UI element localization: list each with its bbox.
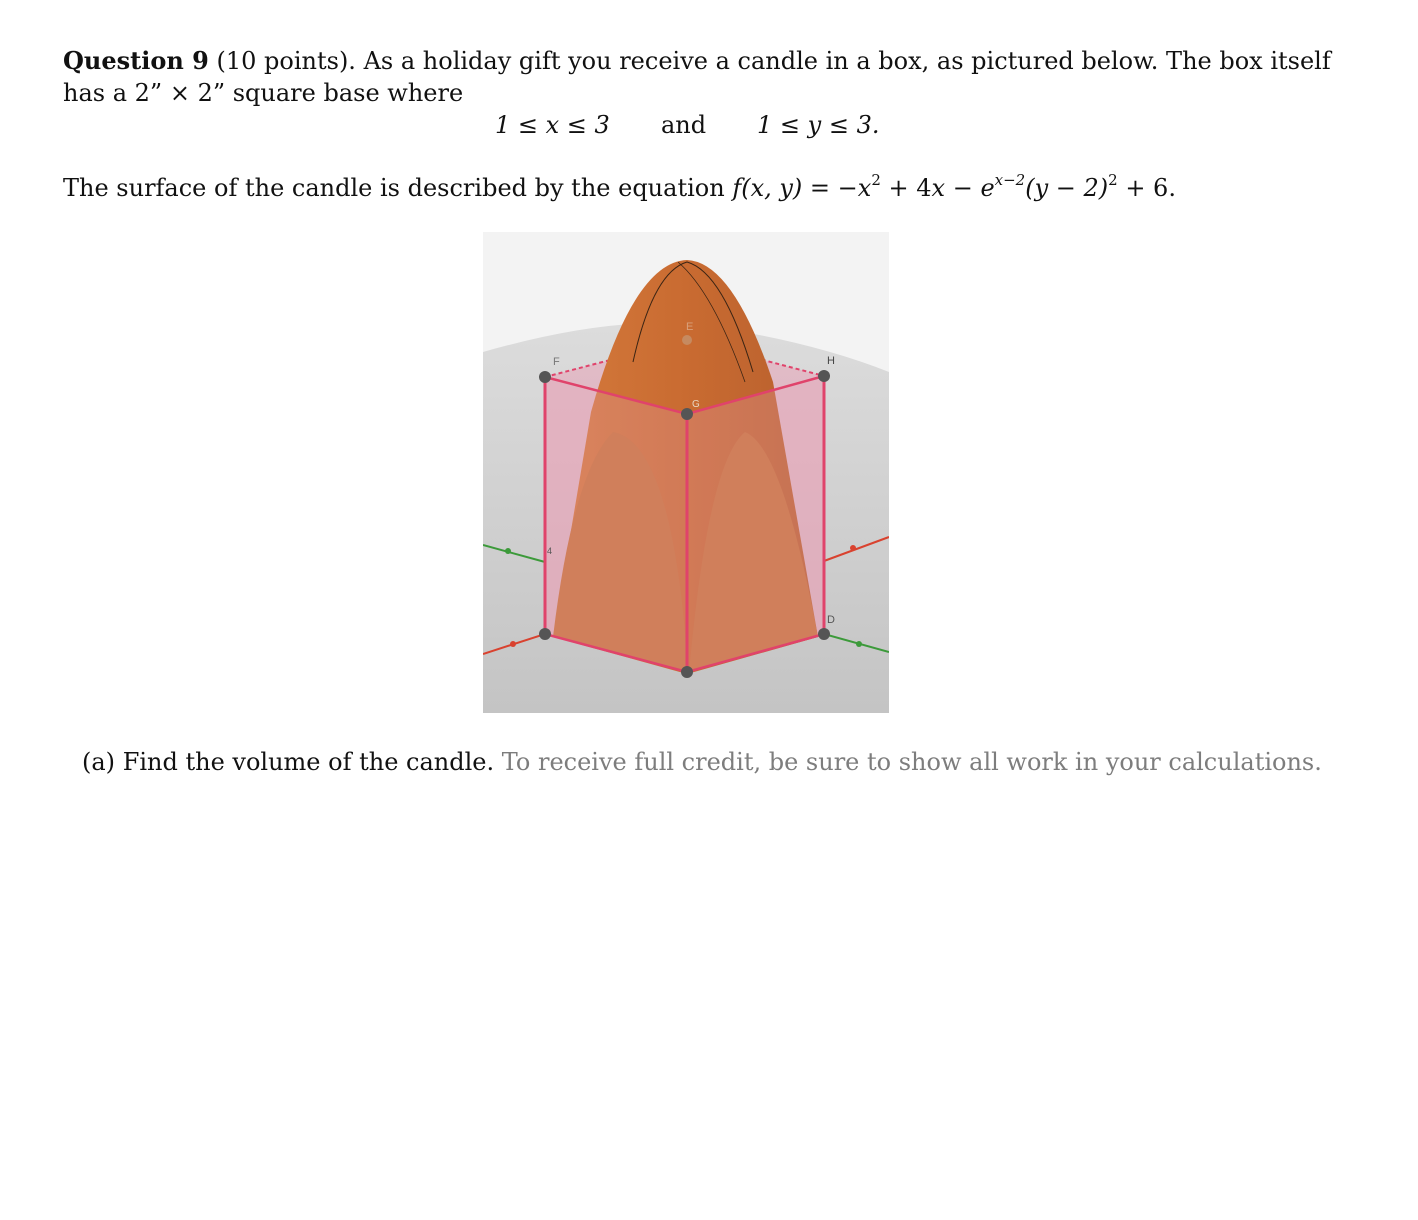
base-dimension-prefix: has a 2” bbox=[63, 79, 170, 107]
axis-tick-dot bbox=[505, 548, 511, 554]
x-squared-exponent: 2 bbox=[871, 171, 881, 189]
vertex-h bbox=[818, 370, 830, 382]
vertex-d bbox=[818, 628, 830, 640]
label-g: G bbox=[692, 399, 700, 410]
plus-four: + 4 bbox=[880, 174, 932, 202]
surface-lhs: f(x, y) bbox=[732, 174, 803, 202]
question-label: Question 9 bbox=[63, 46, 209, 75]
exp-base: e bbox=[980, 174, 995, 202]
constraint-connector: and bbox=[661, 111, 707, 139]
vertex-f bbox=[539, 371, 551, 383]
candle-box-figure bbox=[483, 232, 889, 713]
y-term-exponent: 2 bbox=[1108, 171, 1118, 189]
y-term: (y − 2) bbox=[1025, 174, 1109, 202]
surface-equals: = − bbox=[802, 174, 858, 202]
surface-equation-line bbox=[63, 172, 1176, 204]
x-variable: x bbox=[931, 174, 946, 202]
x-squared-base: x bbox=[857, 174, 872, 202]
question-intro-line2 bbox=[63, 77, 463, 109]
label-h: H bbox=[827, 355, 835, 367]
question-points: (10 points). bbox=[216, 47, 356, 75]
part-a-prompt: Find the volume of the candle. bbox=[122, 748, 495, 776]
vertex-e bbox=[682, 335, 692, 345]
label-e: E bbox=[686, 321, 694, 333]
exp-exponent: x−2 bbox=[994, 171, 1026, 189]
question-intro-text: As a holiday gift you receive a candle in a box, as pictured below. The box itself bbox=[363, 47, 1331, 75]
constraint-y: 1 ≤ y ≤ 3. bbox=[757, 111, 880, 139]
axis-tick-dot bbox=[856, 641, 862, 647]
part-a bbox=[82, 746, 1322, 778]
axis-tick-dot bbox=[510, 641, 516, 647]
label-axis-tick: 4 bbox=[547, 546, 553, 556]
surface-prefix: The surface of the candle is described by the equation bbox=[63, 174, 725, 202]
constraint-x: 1 ≤ x ≤ 3 bbox=[495, 111, 610, 139]
minus-sign: − bbox=[945, 174, 981, 202]
vertex-bottom-left bbox=[539, 628, 551, 640]
box-front-right-face bbox=[687, 376, 824, 672]
label-f: F bbox=[553, 356, 560, 368]
box-front-left-face bbox=[545, 377, 687, 672]
label-d: D bbox=[827, 614, 835, 626]
surface-tail: + 6. bbox=[1117, 174, 1176, 202]
vertex-bottom-front bbox=[681, 666, 693, 678]
times-symbol: × bbox=[169, 79, 190, 107]
base-dimension-suffix: 2” square base where bbox=[189, 79, 464, 107]
question-intro-line1 bbox=[63, 45, 1331, 77]
axis-tick-dot bbox=[850, 545, 856, 551]
part-a-note: To receive full credit, be sure to show all work in your calculations. bbox=[501, 748, 1322, 776]
part-a-label: (a) bbox=[82, 748, 116, 776]
